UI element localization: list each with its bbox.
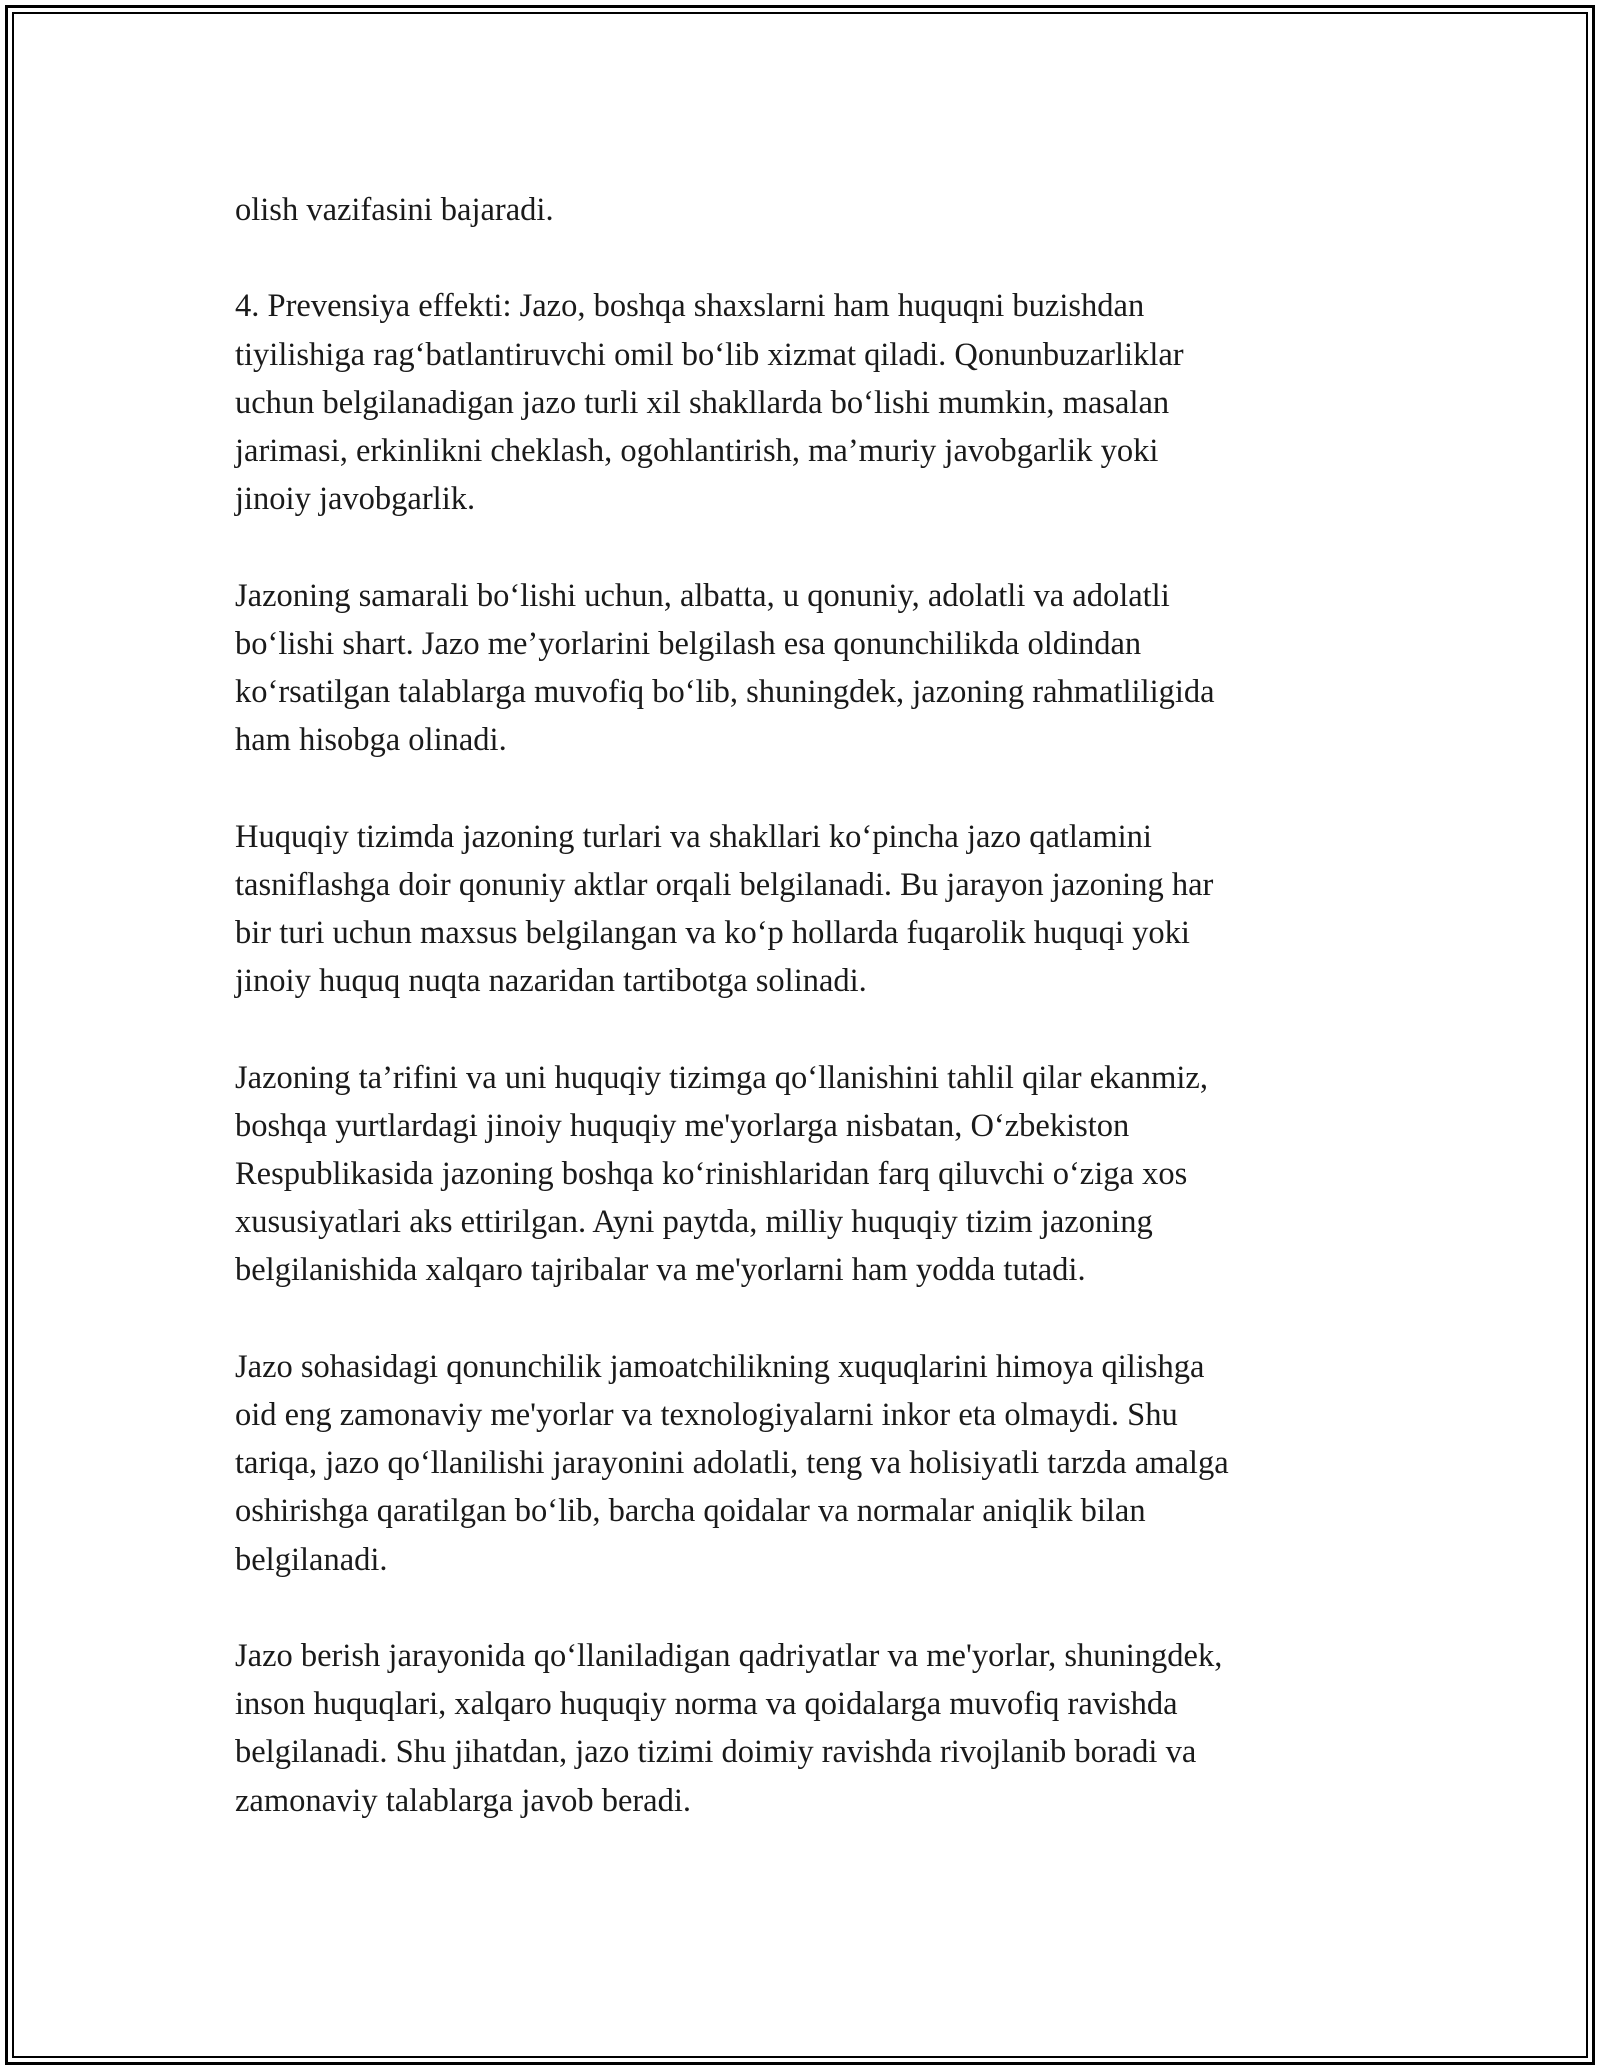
paragraph-legislation: Jazo sohasidagi qonunchilik jamoatchilikning xuquqlarini himoya qilishga oid eng zamonaviy me'yorlar va texnologiyalarni inkor eta olmaydi. Shu tariqa, jazo qo‘llanilishi jarayonini adolatli, teng va holisiyatli tarzda amalga oshirishga qaratilgan bo‘lib, barcha qoidalar va normalar aniqlik bilan belgilanadi. (235, 1348, 1229, 1578)
paragraph-prevention-effect: 4. Prevensiya effekti: Jazo, boshqa shaxslarni ham huquqni buzishdan tiyilishiga rag‘batlantiruvchi omil bo‘lib xizmat qiladi. Qonunbuzarliklar uchun belgilanadigan jazo turli xil shakllarda bo‘lishi mumkin, masalan jarimasi, erkinlikni cheklash, ogohlantirish, ma’muriy javobgarlik yoki jinoiy javobgarlik. (235, 288, 1184, 518)
document-body (235, 186, 1395, 1873)
paragraph-definition-analysis: Jazoning ta’rifini va uni huquqiy tizimga qo‘llanishini tahlil qilar ekanmiz, boshqa yurtlardagi jinoiy huquqiy me'yorlarga nisbatan, O‘zbekiston Respublikasida jazoning boshqa ko‘rinishlaridan farq qiluvchi o‘ziga xos xususiyatlari aks ettirilgan. Ayni paytda, milliy huquqiy tizim jazoning belgilanishida xalqaro tajribalar va me'yorlarni ham yodda tutadi. (235, 1059, 1208, 1289)
paragraph-effectiveness: Jazoning samarali bo‘lishi uchun, albatta, u qonuniy, adolatli va adolatli bo‘lishi shart. Jazo me’yorlarini belgilash esa qonunchilikda oldindan ko‘rsatilgan talablarga muvofiq bo‘lib, shuningdek, jazoning rahmatliligida ham hisobga olinadi. (235, 577, 1215, 759)
paragraph-continuation: olish vazifasini bajaradi. (235, 192, 554, 228)
paragraph-values-norms: Jazo berish jarayonida qo‘llaniladigan qadriyatlar va me'yorlar, shuningdek, inson huquqlari, xalqaro huquqiy norma va qoidalarga muvofiq ravishda belgilanadi. Shu jihatdan, jazo tizimi doimiy ravishda rivojlanib boradi va zamonaviy talablarga javob beradi. (235, 1638, 1223, 1819)
paragraph-types-forms: Huquqiy tizimda jazoning turlari va shakllari ko‘pincha jazo qatlamini tasniflashga doir qonuniy aktlar orqali belgilanadi. Bu jarayon jazoning har bir turi uchun maxsus belgilangan va ko‘p hollarda fuqarolik huquqi yoki jinoiy huquq nuqta nazaridan tartibotga solinadi. (235, 818, 1214, 1000)
